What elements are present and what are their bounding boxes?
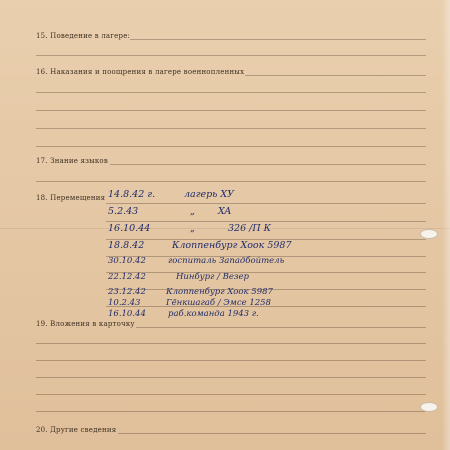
field-20-label: 20. Другие сведения xyxy=(36,426,117,434)
movement-date: 5.2.43 xyxy=(108,206,139,217)
field-19-line-6 xyxy=(36,411,426,412)
movement-date: 30.10.42 xyxy=(108,256,146,266)
movement-line xyxy=(106,221,426,222)
field-16-line-5 xyxy=(36,146,426,147)
field-15-label: 15. Поведение в лагере: xyxy=(36,32,131,40)
field-16-line-3 xyxy=(36,110,426,111)
movement-date: 22.12.42 xyxy=(108,272,146,282)
field-16-line-4 xyxy=(36,128,426,129)
field-15-line xyxy=(130,39,426,40)
ditto-mark: „ xyxy=(190,223,195,234)
paper-edge xyxy=(442,0,450,450)
field-19-line-4 xyxy=(36,377,426,378)
field-19-label: 19. Вложения в карточку xyxy=(36,320,135,328)
movement-place: раб.команда 1943 г. xyxy=(168,309,259,319)
field-19-line-2 xyxy=(36,343,426,344)
movement-date: 18.8.42 xyxy=(108,240,145,251)
field-15-line-2 xyxy=(36,55,426,56)
movement-date: 23.12.42 xyxy=(108,287,146,297)
movement-place: Гёнкшагаб / Эмсе 1258 xyxy=(166,298,271,308)
paper-fold xyxy=(0,228,450,229)
field-16-line-2 xyxy=(36,92,426,93)
field-19-line xyxy=(136,327,426,328)
movement-place: Нинбург / Везер xyxy=(176,272,249,282)
punch-hole xyxy=(420,402,438,412)
movement-place: 326 /П К xyxy=(228,223,272,234)
movement-place: лагерь XУ xyxy=(184,189,235,200)
field-16-label: 16. Наказания и поощрения в лагере военнопленных xyxy=(36,68,245,76)
field-16-line xyxy=(245,75,426,76)
field-19-line-3 xyxy=(36,360,426,361)
movement-place: Клоппенбург Хоок 5987 xyxy=(166,287,273,297)
movement-date: 16.10.44 xyxy=(108,223,151,234)
movement-date: 16.10.44 xyxy=(108,309,146,319)
field-17-line xyxy=(110,164,426,165)
movement-line xyxy=(106,203,426,204)
movement-line xyxy=(106,272,426,273)
ditto-mark: „ xyxy=(190,206,195,217)
movement-date: 10.2.43 xyxy=(108,298,141,308)
movement-date: 14.8.42 г. xyxy=(108,189,156,200)
field-20-line xyxy=(118,433,426,434)
punch-hole xyxy=(420,229,438,239)
field-19-line-5 xyxy=(36,394,426,395)
field-17-label: 17. Знание языков xyxy=(36,157,108,165)
movement-place: XA xyxy=(218,206,232,217)
field-18-label: 18. Перемещения xyxy=(36,194,106,202)
movement-place: госпиталь Западбойтель xyxy=(168,256,285,266)
movement-place: Клоппенбург Хоок 5987 xyxy=(172,240,292,251)
field-17-line-2 xyxy=(36,181,426,182)
